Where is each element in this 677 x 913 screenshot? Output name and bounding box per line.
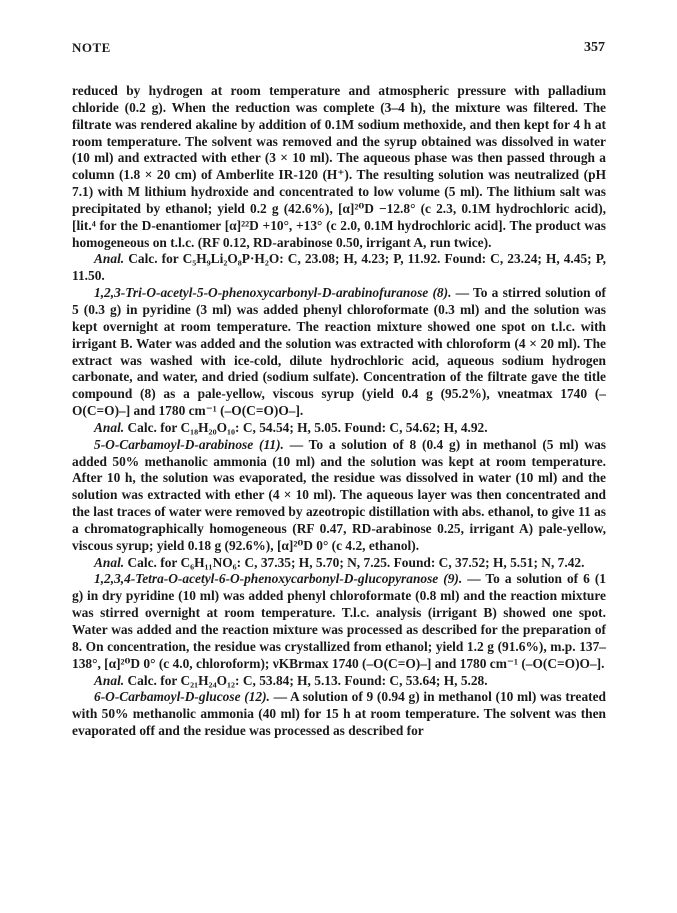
compound-title: 1,2,3-Tri-O-acetyl-5-O-phenoxycarbonyl-D-arabinofuranose (8). xyxy=(94,285,452,301)
anal-label: Anal. xyxy=(94,554,125,570)
paragraph-compound-9 xyxy=(72,571,606,672)
paragraph-compound-12 xyxy=(72,689,606,740)
analysis-compound-9 xyxy=(72,673,606,690)
compound-title: 6-O-Carbamoyl-D-glucose (12). xyxy=(94,689,270,705)
paragraph-text: — To a stirred solution of 5 (0.3 g) in pyridine (3 ml) was added phenyl chloroformate (0.3 ml) and the solution was kept overnight at room temperature. The reaction mixture showed one spot on t.l.c. with irrigant B. Water was added and the solution was extracted with chloroform (4 × 20 ml). The extract was washed with ice-cold, dilute hydrochloric acid, aqueous sodium hydrogen carbonate, and water, and dried (sodium sulfate). Concentration of the filtrate gave the title compound (8) as a pale-yellow, viscous syrup (yield 0.4 g (95.2%), νneatmax 1740 (–O(C=O)–] and 1780 cm⁻¹ (–O(C=O)O–]. xyxy=(72,285,606,419)
analysis-compound-8 xyxy=(72,420,606,437)
analysis-compound-11 xyxy=(72,555,606,572)
anal-label: Anal. xyxy=(94,672,125,688)
compound-title: 5-O-Carbamoyl-D-arabinose (11). xyxy=(94,436,284,452)
analysis-lithium-salt xyxy=(72,251,606,285)
body-text xyxy=(72,83,606,740)
compound-title: 1,2,3,4-Tetra-O-acetyl-6-O-phenoxycarbonyl-D-glucopyranose (9). xyxy=(94,571,463,587)
analysis-text: Calc. for C₁₈H₂₀O₁₀: C, 54.54; H, 5.05. Found: C, 54.62; H, 4.92. xyxy=(127,419,488,435)
anal-label: Anal. xyxy=(94,419,125,435)
analysis-text: Calc. for C₆H₁₁NO₆: C, 37.35; H, 5.70; N, 7.25. Found: C, 37.52; H, 5.51; N, 7.42. xyxy=(127,554,585,570)
page-header xyxy=(72,40,605,60)
paragraph-text: — To a solution of 8 (0.4 g) in methanol (5 ml) was added 50% methanolic ammonia (10 ml) and the solution was kept at room temperature. After 10 h, the solution was evaporated, the residue was dissolved in water (10 ml) and the solution was extracted with ether (4 × 10 ml). The aqueous layer was then concentrated and the last traces of water were removed by azeotropic distillation with abs. ethanol, to give 11 as a chromatographically homogeneous (RF 0.47, RD-arabinose 0.25, irrigant A) pale-yellow, viscous syrup; yield 0.18 g (92.6%), [α]²⁰D 0° (c 4.2, ethanol). xyxy=(72,436,606,553)
paragraph-reduction: reduced by hydrogen at room temperature and atmospheric pressure with palladium chloride (0.2 g). When the reduction was complete (3–4 h), the mixture was filtered. The filtrate was rendered akaline by addition of 0.1M sodium methoxide, and then kept for 4 h at room temperature. The solvent was removed and the syrup obtained was dissolved in water (10 ml) and extracted with ether (3 × 10 ml). The aqueous phase was then passed through a column (1.8 × 20 cm) of Amberlite IR-120 (H⁺). The resulting solution was neutralized (pH 7.1) with M lithium hydroxide and concentrated to low volume (5 ml). The lithium salt was precipitated by ethanol; yield 0.2 g (42.6%), [α]²⁰D −12.8° (c 2.3, 0.1M hydrochloric acid), [lit.⁴ for the D-enantiomer [α]²²D +10°, +13° (c 2.0, 0.1M hydrochloric acid]. The product was homogeneous on t.l.c. (RF 0.12, RD-arabinose 0.50, irrigant A, run twice). xyxy=(72,83,606,250)
paragraph-text: — A solution of 9 (0.94 g) in methanol (10 ml) was treated with 50% methanolic ammonia (40 ml) for 15 h at room temperature. The solvent was then evaporated off and the residue was processed as described for xyxy=(72,689,606,739)
paragraph-text: — To a solution of 6 (1 g) in dry pyridine (10 ml) was added phenyl chloroformate (0.8 ml) and the reaction mixture was stirred overnight at room temperature. T.l.c. analysis (irrigant B) showed one spot. Water was added and the reaction mixture was processed as described for the preparation of 8. On concentration, the residue was crystallized from ethanol; yield 1.2 g (91.6%), m.p. 137–138°, [α]²⁰D 0° (c 4.0, chloroform); νKBrmax 1740 (–O(C=O)–] and 1780 cm⁻¹ (–O(C=O)O–]. xyxy=(72,571,606,671)
anal-label: Anal. xyxy=(94,251,125,267)
page-number: 357 xyxy=(584,40,605,55)
paragraph-compound-8 xyxy=(72,285,606,420)
running-head: NOTE xyxy=(72,40,111,55)
analysis-text: Calc. for C₂₁H₂₄O₁₂: C, 53.84; H, 5.13. Found: C, 53.64; H, 5.28. xyxy=(127,672,488,688)
analysis-text: Calc. for C₅H₉Li₂O₈P·H₂O: C, 23.08; H, 4.23; P, 11.92. Found: C, 23.24; H, 4.45; P, 11.50. xyxy=(72,251,606,284)
paragraph-compound-11 xyxy=(72,437,606,555)
